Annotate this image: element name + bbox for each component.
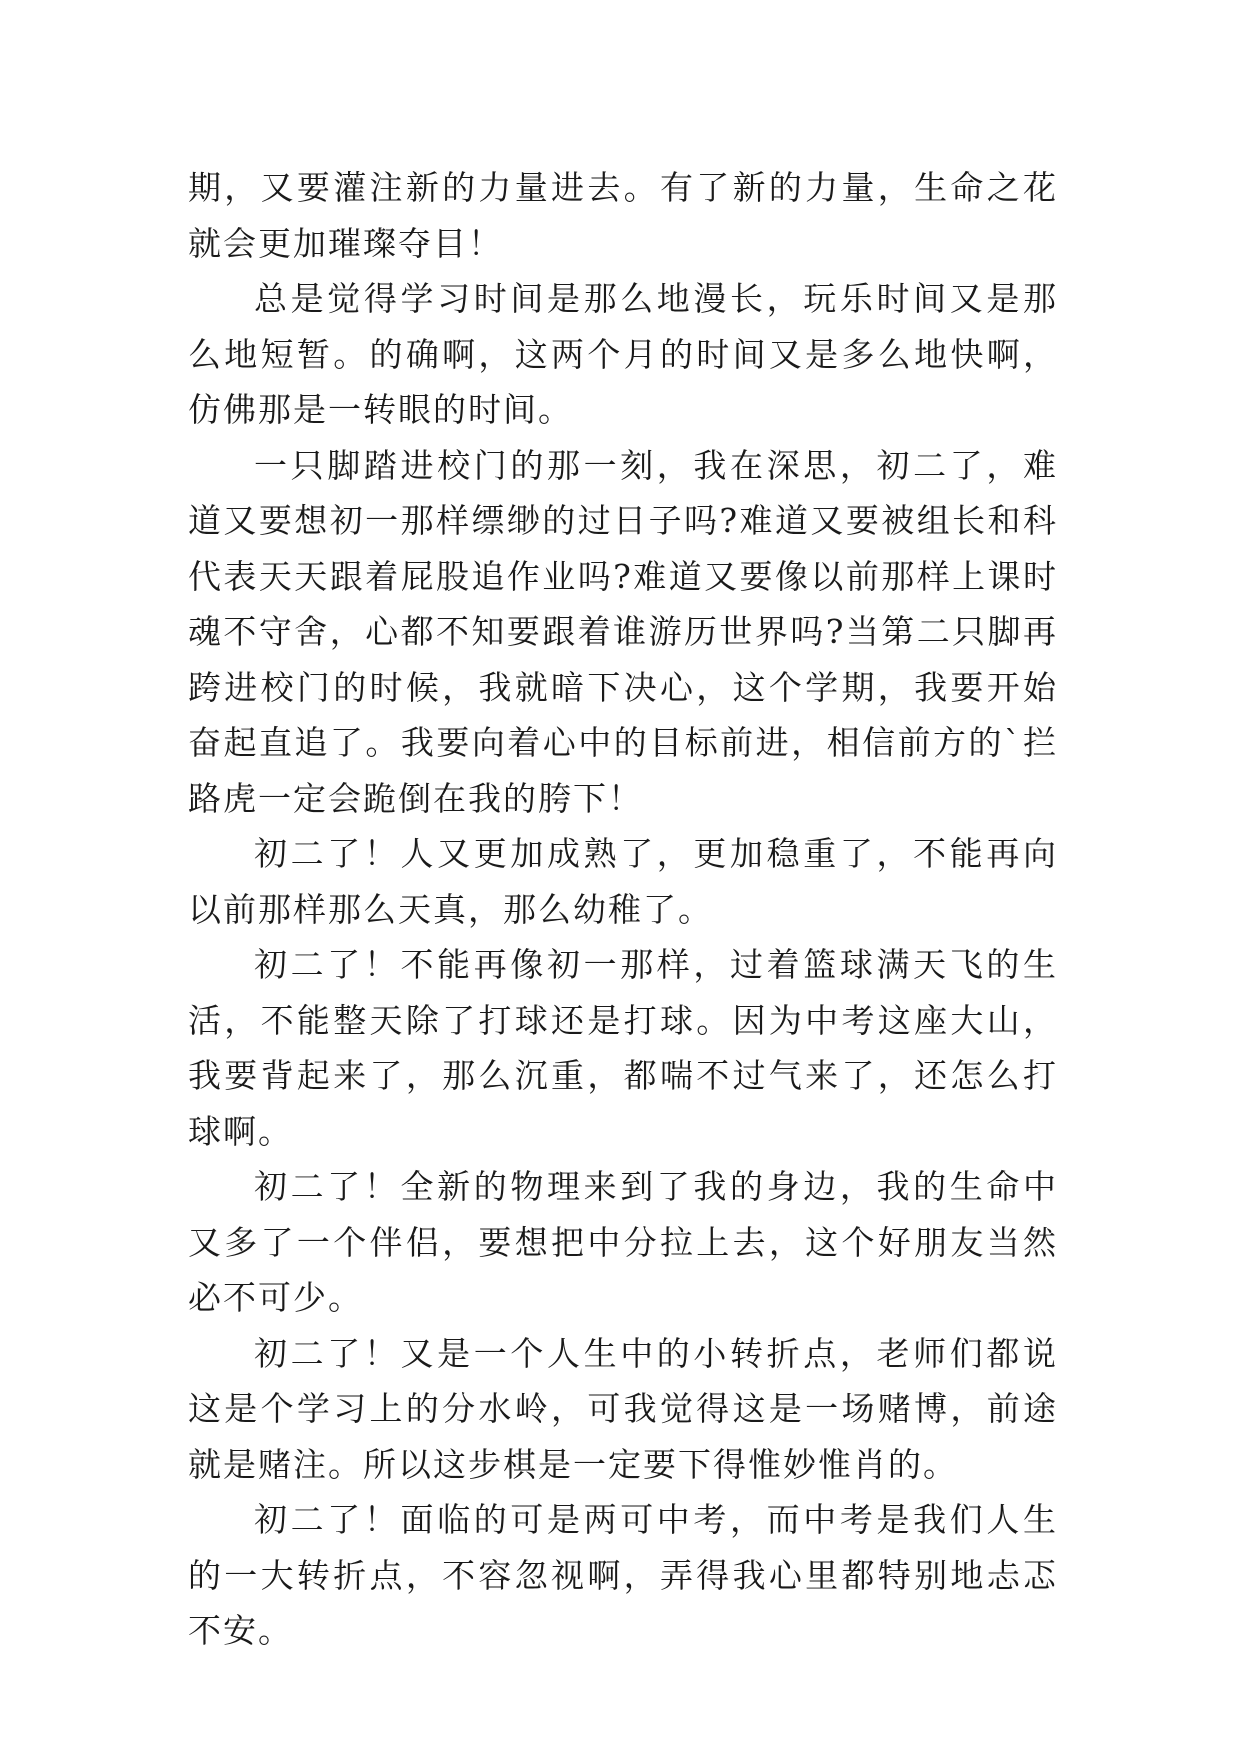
paragraph: 初二了！不能再像初一那样，过着篮球满天飞的生活，不能整天除了打球还是打球。因为中考这座大山，我要背起来了，那么沉重，都喘不过气来了，还怎么打球啊。 [188, 945, 1058, 1151]
paragraph: 初二了！人又更加成熟了，更加稳重了，不能再向以前那样那么天真，那么幼稚了。 [188, 834, 1058, 929]
paragraph: 总是觉得学习时间是那么地漫长，玩乐时间又是那么地短暂。的确啊，这两个月的时间又是多么地快啊，仿佛那是一转眼的时间。 [188, 279, 1058, 429]
paragraph: 一只脚踏进校门的那一刻，我在深思，初二了，难道又要想初一那样缥缈的过日子吗?难道又要被组长和科代表天天跟着屁股追作业吗?难道又要像以前那样上课时魂不守舍，心都不知要跟着谁游历世界吗?当第二只脚再跨进校门的时候，我就暗下决心，这个学期，我要开始奋起直追了。我要向着心中的目标前进，相信前方的`拦路虎一定会跪倒在我的胯下！ [188, 445, 1058, 818]
paragraph: 初二了！又是一个人生中的小转折点，老师们都说这是个学习上的分水岭，可我觉得这是一场赌博，前途就是赌注。所以这步棋是一定要下得惟妙惟肖的。 [188, 1333, 1058, 1484]
paragraph: 初二了！面临的可是两可中考，而中考是我们人生的一大转折点，不容忽视啊，弄得我心里都特别地忐忑不安。 [188, 1500, 1058, 1650]
paragraph: 初二了！全新的物理来到了我的身边，我的生命中又多了一个伴侣，要想把中分拉上去，这个好朋友当然必不可少。 [188, 1167, 1058, 1317]
body-text [188, 160, 1058, 1659]
paragraph-continuation: 期，又要灌注新的力量进去。有了新的力量，生命之花就会更加璀璨夺目！ [188, 168, 1058, 263]
